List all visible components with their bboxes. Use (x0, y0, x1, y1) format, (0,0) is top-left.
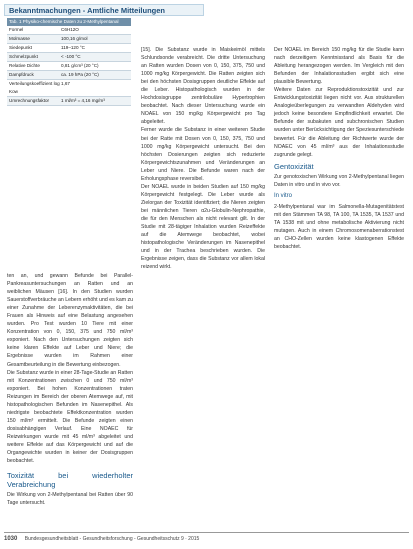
table-cell-key: Dampfdruck (9, 72, 34, 77)
table-cell-value: 100,16 g/mol (61, 36, 88, 41)
table-cell-key: Formel (9, 27, 24, 32)
table-cell-value: 0,81 g/cm³ (20 °C) (61, 63, 99, 68)
table-cell-key: Schmelzpunkt (9, 54, 38, 59)
text-column-3 (274, 46, 404, 251)
table-cell-value: 119–120 °C (61, 45, 85, 50)
table-cell-key: Umrechnungsfaktor (9, 98, 50, 103)
table-cell-value: ca. 19 hPa (20 °C) (61, 72, 99, 77)
table-cell-value: 1,67 (61, 81, 70, 86)
text-column-1 (7, 272, 133, 507)
section-subheading: Gentoxizität (274, 161, 314, 171)
table-row (7, 80, 131, 97)
table-body (7, 26, 131, 106)
page-footer (4, 532, 409, 545)
paragraph: 2-Methylpentanal war im Salmonella-Mutagenitätstest mit den Stämmen TA 98, TA 100, TA 1535, TA 1537 und TA 1538 mit und ohne metabolische Aktivierung nicht mutagen. Auch in einem Chromosomenaberrationstest an CHO-Zellen wurden keine klastogenen Effekte beobachtet. (274, 203, 404, 250)
table-row (7, 71, 131, 80)
paragraph: Zur genotoxischen Wirkung von 2-Methylpentanal liegen Daten in vitro und in vivo vor. (274, 173, 404, 188)
table-row (7, 62, 131, 71)
paragraph: Der NOAEL im Bereich 150 mg/kg für die Studie kann nach derzeitigem Kenntnisstand als Basis für die Ableitung herangezogen werden. Im Vergleich mit den Befunden der Inhalationsstudien ergibt sich eine plausible Bewertung. (274, 47, 404, 86)
table-cell-key: Relative Dichte (9, 63, 40, 68)
paragraph: Der NOAEL wurde in beiden Studien auf 150 mg/kg Körpergewicht festgelegt. Die Leber wurde als Zielorgan der Toxizität identifiziert; die Nieren zeigten bei männlichen Tieren α2u-Globulin-Nephropathie, die für den Menschen als nicht relevant gilt. In der Studie mit 28-tägiger Inhalation wurden Reizeffekte auf die Atemwege beobachtet, wobei histopathologische Veränderungen im Nasenepithel und in der Trachea beschrieben wurden. Die Ergebnisse zeigen, dass die Substanz vor allem lokal reizend wirkt. (141, 183, 265, 271)
paragraph: Die Wirkung von 2-Methylpentanal bei Ratten über 90 Tage untersucht. (7, 492, 133, 507)
table-cell-value: C6H12O (61, 27, 79, 32)
paragraph: Die Substanz wurde in einer 28-Tage-Studie an Ratten mit Konzentrationen zwischen 0 und 750 ml/m³ exponiert. Bei hohen Konzentrationen traten Reizungen im Bereich der oberen Atemwege auf, mit histopathologischen Befunden im Nasenepithel. Als niedrigste beobachtete Effektkonzentration wurden 150 ml/m³ ermittelt. Die Befunde zeigten einen dosisabhängigen Verlauf. Eine NOAEC für Reizwirkungen wurde mit 45 ml/m³ abgeleitet und weitere Effekte auf das Körpergewicht und auf die Organgewichte wurden in keiner der Dosisgruppen beobachtet. (7, 369, 133, 465)
table-row (7, 97, 131, 106)
table-cell-key: Verteilungskoeffizient log Kow (9, 81, 60, 94)
table-row (7, 44, 131, 53)
properties-table (7, 18, 131, 106)
page-number: 1030 (4, 536, 18, 542)
paragraph: Ferner wurde die Substanz in einer weiteren Studie bei der Ratte mit Dosen von 0, 150, 375, 750 und 1000 mg/kg Körpergewicht untersucht. Bei den höchsten Dosierungen zeigten sich reduzierte Körpergewichtszunahmen und Veränderungen an Leber und Niere. Die Befunde waren nach der Erholungsphase reversibel. (141, 127, 265, 182)
paragraph: Weitere Daten zur Reproduktionstoxizität und zur Entwicklungstoxizität liegen nicht vor. Aus strukturellen Analogieüberlegungen zu verwandten Aldehyden wird jedoch keine besondere Empfindlichkeit erwartet. Die Befunde der subakuten und subchronischen Studien wurden unter Berücksichtigung der Speziesunterschiede bewertet. Für die Ableitung der Richtwerte wurde der NOAEC von 45 ml/m³ aus der Inhalationsstudie zugrunde gelegt. (274, 87, 404, 158)
journal-citation: Bundesgesundheitsblatt - Gesundheitsforschung - Gesundheitsschutz 9 · 2015 (24, 536, 200, 542)
table-cell-value: 1 ml/m³ = 4,16 mg/m³ (61, 98, 105, 103)
table-cell-key: Siedepunkt (9, 45, 32, 50)
text-column-2 (141, 46, 265, 271)
paragraph: [15]. Die Substanz wurde in Maiskeimöl mittels Schlundsonde verabreicht. Die dritte Untersuchung an Ratten wurden Dosen von 0, 150, 375, 750 und 1000 mg/kg Körpergewicht. Die Ratten zeigten sich bei den höchsten Dosisgruppen deutliche Effekte auf die Leber. Histopathologisch wurden in der Hochdosisgruppe zentrilobuläre Hypertrophien beobachtet. Nach dieser Untersuchung wurde ein NOAEL von 150 mg/kg Körpergewicht pro Tag abgeleitet. (141, 47, 265, 126)
section-header: Bekanntmachungen - Amtliche Mitteilungen (4, 4, 204, 16)
section-subheading: Toxizität bei wiederholter Verabreichung (7, 471, 133, 490)
table-cell-key: Molmasse (9, 36, 30, 41)
table-row (7, 53, 131, 62)
table-title: Tab. 1 Physiko-chemische Daten zu 2-Methylpentanal (7, 18, 131, 26)
section-subheading: In vitro (274, 192, 293, 199)
table-row (7, 26, 131, 35)
paragraph: ten an, und gewann Befunde bei Parallel-Pankreasuntersuchungen an Ratten und an weiblichen Mäusen [16]. In den Studien wurden Sauerstoffverbräuche an Lebern erhöht und es kam zu einer Zunahme der Leberenzymaktivitäten, die bei Frauen als Hinweis auf eine Belastung angesehen wurden. Pro Test wurden 10 Tiere mit einer Konzentration von 0, 150, 375 und 750 ml/m³ exponiert. Nach den Untersuchungen zeigten sich keine klaren Effekte auf Leber und Niere; die Ergebnisse wurden im Rahmen einer Gesamtbeurteilung in die Bewertung einbezogen. (7, 273, 133, 368)
table-cell-value: < -100 °C (61, 54, 81, 59)
table-row (7, 35, 131, 44)
